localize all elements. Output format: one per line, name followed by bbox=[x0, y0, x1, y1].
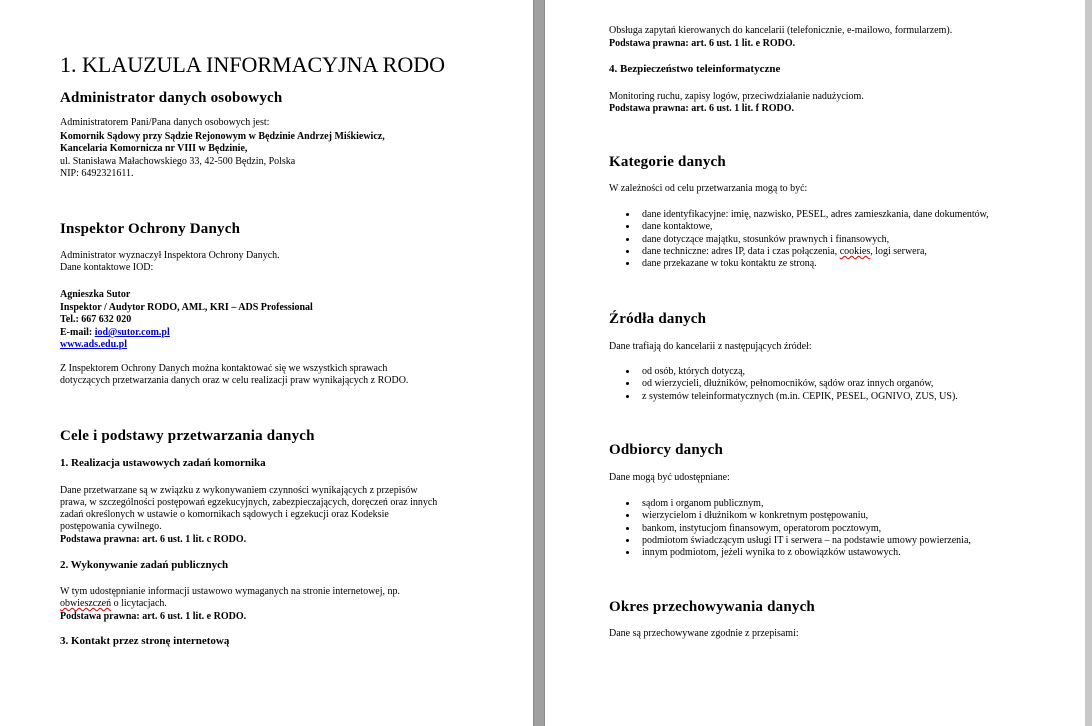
list-item: dane przekazane w toku kontaktu ze stroną. bbox=[609, 258, 989, 270]
section-heading-zrodla: Źródła danych bbox=[609, 311, 707, 327]
list-item: od wierzycieli, dłużników, pełnomocników, sądów oraz innych organów, bbox=[609, 378, 958, 390]
iod-phone: Tel.: 667 632 020 bbox=[60, 314, 132, 325]
legal-basis: Podstawa prawna: art. 6 ust. 1 lit. f RODO. bbox=[609, 103, 794, 114]
list-item: od osób, których dotyczą, bbox=[609, 366, 958, 378]
list-item: sądom i organom publicznym, bbox=[609, 498, 971, 510]
list-item: podmiotom świadczącym usługi IT i serwera – na podstawie umowy powierzenia, bbox=[609, 535, 971, 547]
misspelled-word: cookies bbox=[839, 245, 871, 257]
section-heading-iod: Inspektor Ochrony Danych bbox=[60, 221, 241, 237]
iod-line: Administrator wyznaczył Inspektora Ochrony Danych. bbox=[60, 250, 280, 261]
document-title: 1. KLAUZULA INFORMACYJNA RODO bbox=[60, 52, 446, 77]
paragraph-line: obwieszczeń o licytacjach. bbox=[60, 598, 167, 609]
admin-name: Komornik Sądowy przy Sądzie Rejonowym w Będzinie Andrzej Miśkiewicz, bbox=[60, 131, 385, 142]
website-row bbox=[60, 339, 127, 351]
admin-address: ul. Stanisława Małachowskiego 33, 42-500 Będzin, Polska bbox=[60, 156, 296, 167]
legal-basis: Podstawa prawna: art. 6 ust. 1 lit. e RODO. bbox=[60, 611, 247, 622]
iod-contact-text: dotyczących przetwarzania danych oraz w celu realizacji praw wynikających z RODO. bbox=[60, 375, 409, 386]
iod-contact-text: Z Inspektorem Ochrony Danych można kontaktować się we wszystkich sprawach bbox=[60, 363, 388, 374]
list-item: bankom, instytucjom finansowym, operatorom pocztowym, bbox=[609, 523, 971, 535]
misspelled-word: obwieszczeń bbox=[60, 598, 112, 609]
section-intro: Dane trafiają do kancelarii z następujących źródeł: bbox=[609, 341, 812, 352]
list-item: z systemów teleinformatycznych (m.in. CEPIK, PESEL, OGNIVO, ZUS, US). bbox=[609, 391, 958, 403]
legal-basis: Podstawa prawna: art. 6 ust. 1 lit. c RODO. bbox=[60, 534, 247, 545]
iod-contact-label: Dane kontaktowe IOD: bbox=[60, 262, 154, 273]
section-heading-okres: Okres przechowywania danych bbox=[609, 599, 815, 615]
section-intro: Dane mogą być udostępniane: bbox=[609, 472, 730, 483]
paragraph-line: Monitoring ruchu, zapisy logów, przeciwdziałanie nadużyciom. bbox=[609, 91, 864, 102]
iod-email-row bbox=[60, 327, 170, 339]
legal-basis: Podstawa prawna: art. 6 ust. 1 lit. e RODO. bbox=[609, 38, 796, 49]
list-item: dane identyfikacyjne: imię, nazwisko, PESEL, adres zamieszkania, dane dokumentów, bbox=[609, 209, 989, 221]
kategorie-list bbox=[609, 209, 989, 270]
odbiorcy-list bbox=[609, 498, 971, 559]
list-item: dane kontaktowe, bbox=[609, 221, 989, 233]
iod-role: Inspektor / Audytor RODO, AML, KRI – ADS Professional bbox=[60, 302, 313, 313]
list-item: innym podmiotom, jeżeli wynika to z obowiązków ustawowych. bbox=[609, 547, 971, 559]
email-label: E-mail: bbox=[60, 327, 95, 338]
iod-name: Agnieszka Sutor bbox=[60, 289, 131, 300]
paragraph-line: zadań określonych w ustawie o komornikach sądowych i egzekucji oraz Kodeksie bbox=[60, 509, 389, 520]
window-edge bbox=[1085, 0, 1092, 726]
subheading-3: 3. Kontakt przez stronę internetową bbox=[60, 635, 230, 647]
list-item: dane dotyczące majątku, stosunków prawnych i finansowych, bbox=[609, 234, 989, 246]
subheading-2: 2. Wykonywanie zadań publicznych bbox=[60, 559, 229, 571]
section-intro: W zależności od celu przetwarzania mogą to być: bbox=[609, 183, 808, 194]
list-item: dane techniczne: adres IP, data i czas połączenia, cookies, logi serwera, bbox=[609, 246, 989, 258]
section-heading-cele: Cele i podstawy przetwarzania danych bbox=[60, 428, 315, 444]
section-heading-odbiorcy: Odbiorcy danych bbox=[609, 442, 723, 458]
paragraph-line: postępowania cywilnego. bbox=[60, 521, 162, 532]
paragraph-line: Dane przetwarzane są w związku z wykonywaniem czynności wynikających z przepisów bbox=[60, 485, 418, 496]
paragraph-line: W tym udostępnianie informacji ustawowo wymaganych na stronie internetowej, np. bbox=[60, 586, 401, 597]
section-heading-kategorie: Kategorie danych bbox=[609, 154, 726, 170]
admin-line: Administratorem Pani/Pana danych osobowych jest: bbox=[60, 117, 270, 128]
page-separator bbox=[533, 0, 545, 726]
zrodla-list bbox=[609, 366, 958, 403]
paragraph-line: Obsługa zapytań kierowanych do kancelarii (telefonicznie, e-mailowo, formularzem). bbox=[609, 25, 953, 36]
document-page-left bbox=[0, 0, 533, 726]
email-link[interactable]: iod@sutor.com.pl bbox=[94, 327, 170, 338]
section-heading-administrator: Administrator danych osobowych bbox=[60, 90, 283, 106]
subheading-4: 4. Bezpieczeństwo teleinformatyczne bbox=[609, 63, 781, 75]
admin-office: Kancelaria Komornicza nr VIII w Będzinie, bbox=[60, 143, 248, 154]
paragraph-line: prawa, w szczególności postępowań egzekucyjnych, zabezpieczających, doręczeń oraz innych bbox=[60, 497, 438, 508]
section-intro: Dane są przechowywane zgodnie z przepisami: bbox=[609, 628, 799, 639]
document-page-right bbox=[545, 0, 1085, 726]
list-item: wierzycielom i dłużnikom w konkretnym postępowaniu, bbox=[609, 510, 971, 522]
subheading-1: 1. Realizacja ustawowych zadań komornika bbox=[60, 457, 266, 469]
website-link[interactable]: www.ads.edu.pl bbox=[60, 339, 127, 350]
admin-nip: NIP: 6492321611. bbox=[60, 168, 134, 179]
